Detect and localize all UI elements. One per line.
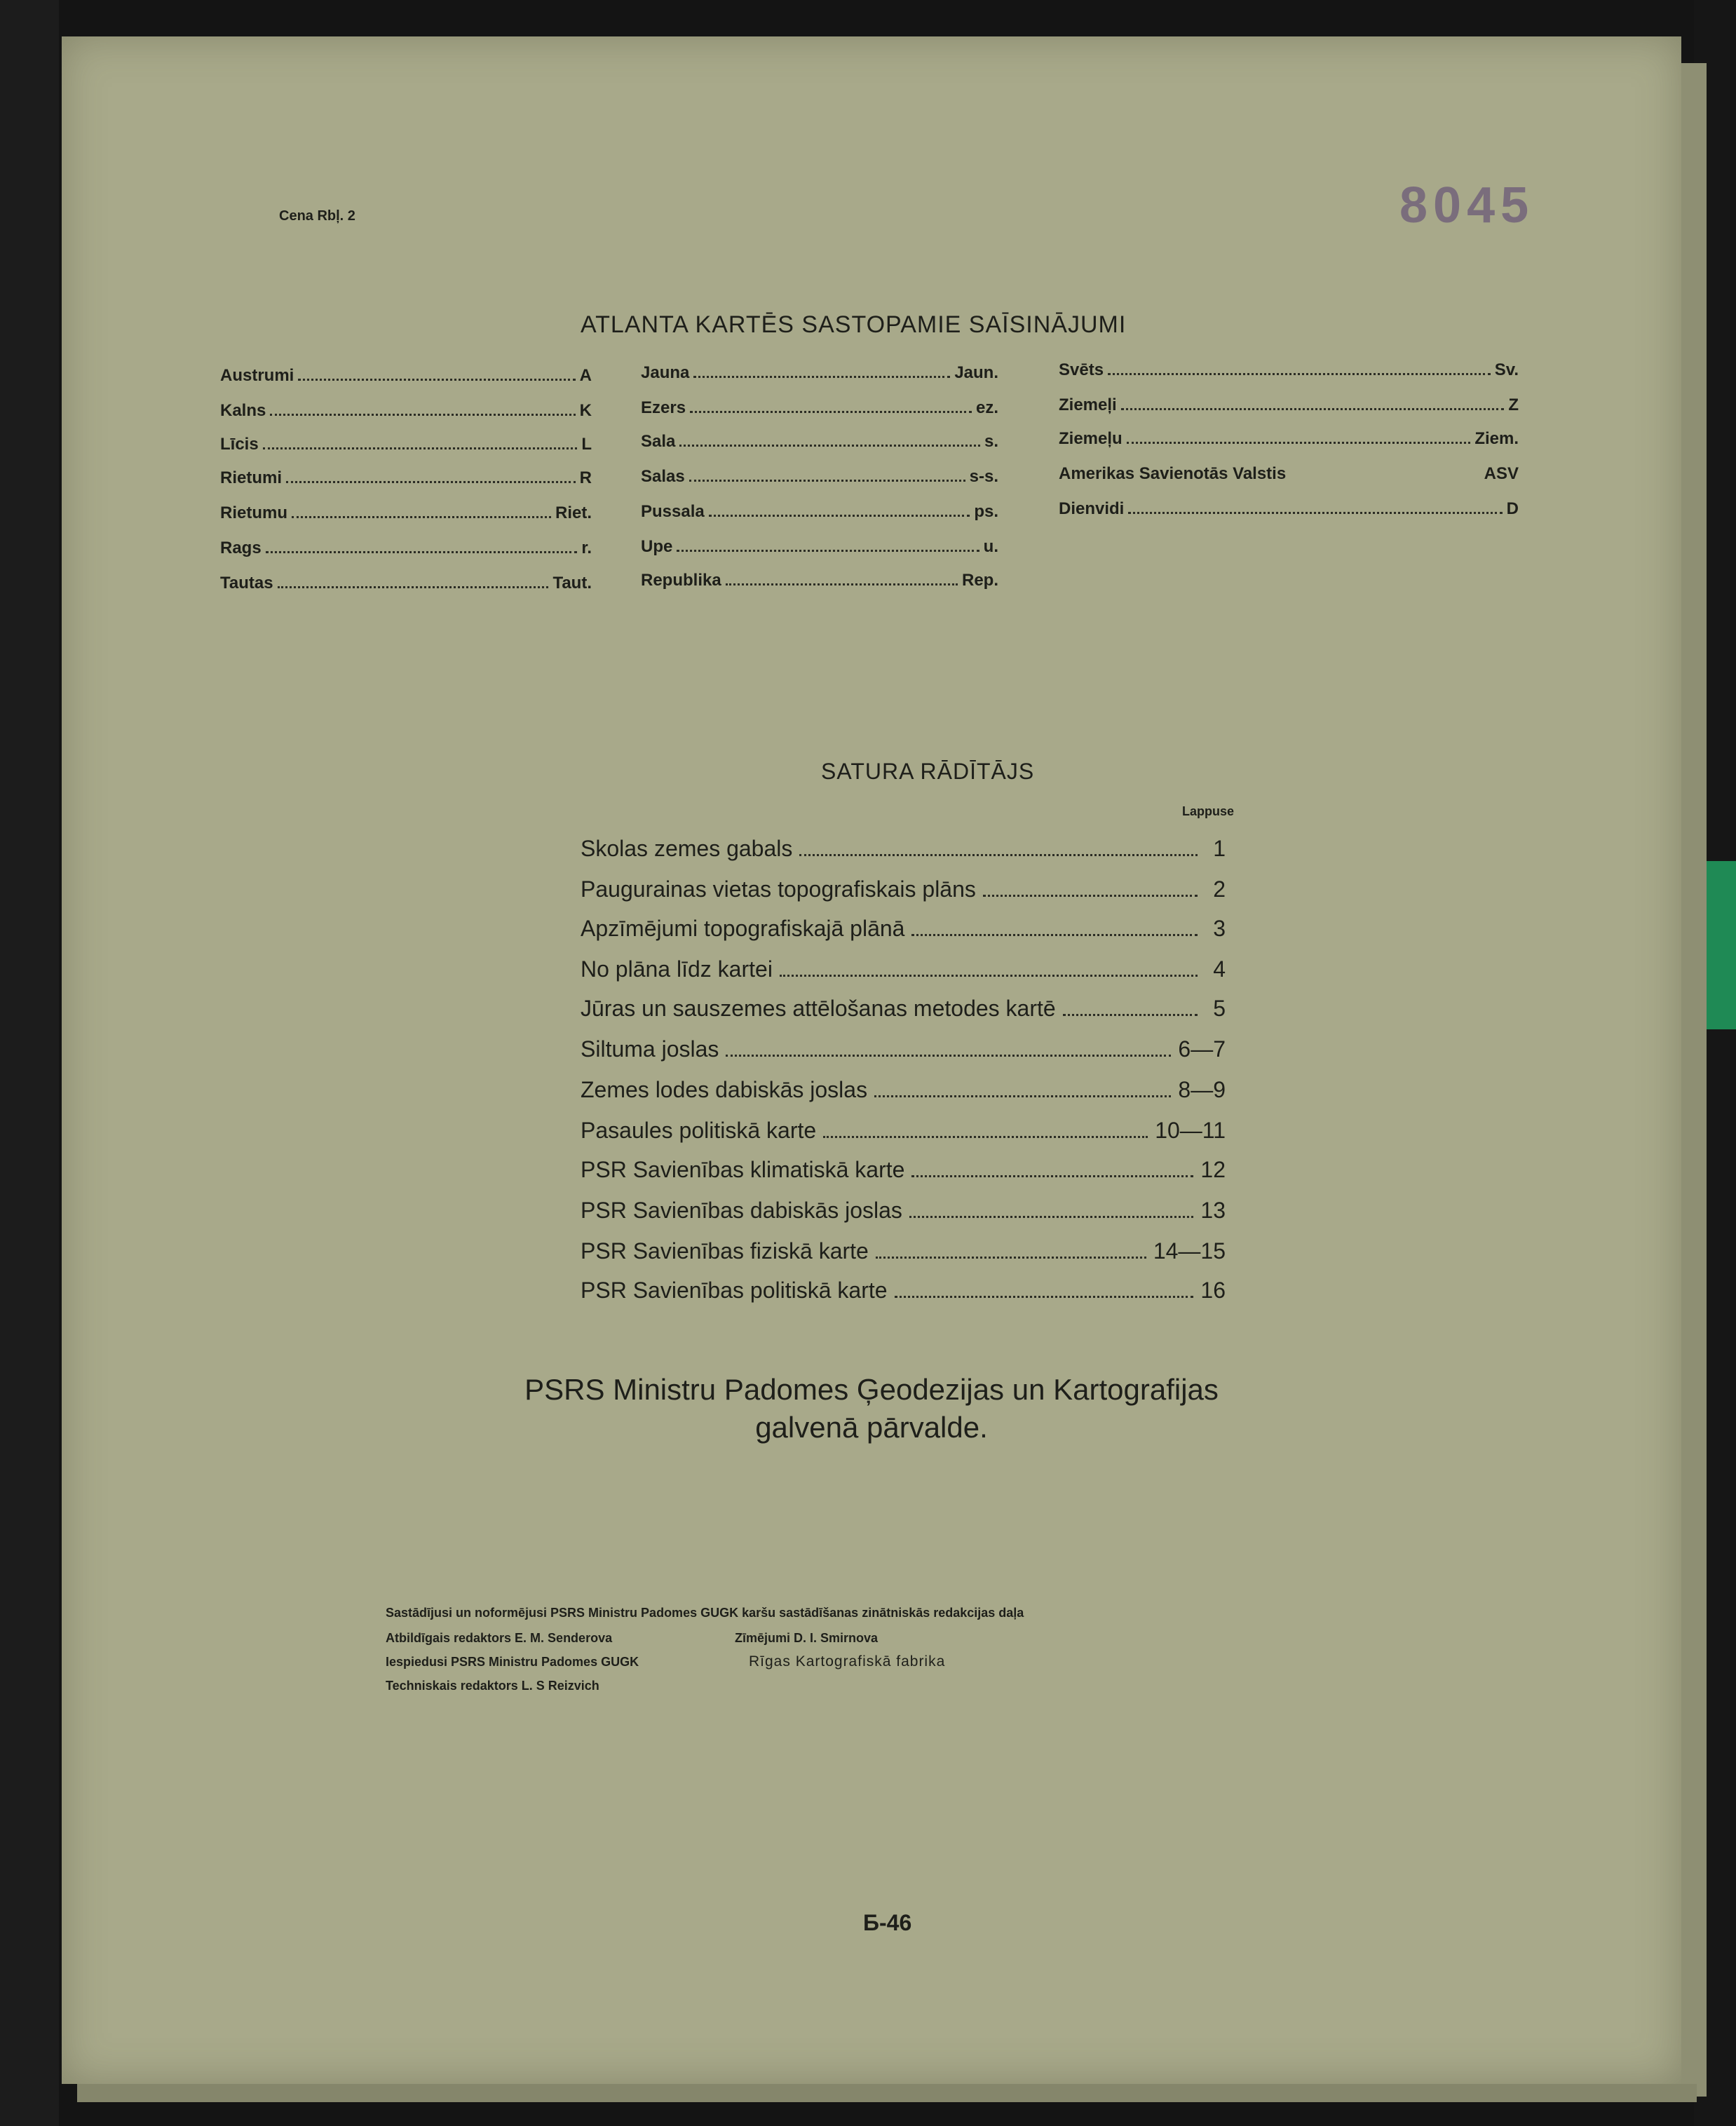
abbr-term: Amerikas Savienotās Valstis <box>1059 464 1287 483</box>
abbr-short: D <box>1506 499 1519 518</box>
abbr-term: Republika <box>641 571 721 590</box>
abbr-short: Taut. <box>552 574 592 593</box>
credits-line-1: Sastādījusi un noformējusi PSRS Ministru Padomes GUGK karšu sastādīšanas zinātniskās redakcijas daļa <box>386 1606 1024 1620</box>
toc-item <box>581 876 1226 902</box>
toc-page-header: Lappuse <box>1182 804 1235 818</box>
abbr-row <box>220 468 592 488</box>
abbr-short: Z <box>1508 395 1519 414</box>
toc-item <box>581 996 1226 1022</box>
publisher-line-2: galvenā pārvalde. <box>755 1411 988 1444</box>
toc-item-title: Siltuma joslas <box>581 1036 719 1062</box>
abbr-term: Līcis <box>220 435 259 454</box>
toc-item <box>581 1238 1226 1264</box>
toc-item-title: Jūras un sauszemes attēlošanas metodes kartē <box>581 996 1056 1021</box>
toc-item <box>581 916 1226 942</box>
toc-item-title: Skolas zemes gabals <box>581 836 793 861</box>
abbr-row <box>220 503 592 523</box>
toc-item <box>581 1157 1226 1183</box>
abbr-row <box>220 401 592 421</box>
publisher-line-1: PSRS Ministru Padomes Ģeodezijas un Kartografijas <box>524 1373 1219 1406</box>
scan-background-left <box>0 0 59 2126</box>
abbr-short: Sv. <box>1494 360 1519 379</box>
abbr-row <box>641 363 998 383</box>
abbr-short: Riet. <box>555 503 592 522</box>
abbr-term: Pussala <box>641 502 705 521</box>
toc-item <box>581 1278 1226 1304</box>
abbr-term: Tautas <box>220 574 273 593</box>
abbr-row <box>220 539 592 558</box>
abbr-term: Jauna <box>641 363 690 382</box>
abbr-short: A <box>579 366 592 385</box>
toc-item-title: PSR Savienības klimatiskā karte <box>581 1157 905 1182</box>
inventory-stamp: 8045 <box>1399 177 1535 233</box>
abbr-row <box>1059 464 1519 484</box>
abbr-term: Rietumi <box>220 468 283 487</box>
toc-item <box>581 836 1226 862</box>
abbr-row <box>641 502 998 522</box>
toc-item-title: No plāna līdz kartei <box>581 956 773 982</box>
page-edge-right <box>1681 63 1707 2097</box>
toc-item-title: PSR Savienības fiziskā karte <box>581 1238 869 1264</box>
abbr-short: s. <box>984 432 998 451</box>
credits-printed-by: Iespiedusi PSRS Ministru Padomes GUGK <box>386 1655 639 1669</box>
abbr-short: r. <box>581 539 592 557</box>
abbr-short: ps. <box>974 502 998 521</box>
toc-item-page: 1 <box>1213 836 1226 861</box>
abbr-term: Dienvidi <box>1059 499 1125 518</box>
credits-drawings: Zīmējumi D. I. Smirnova <box>735 1631 879 1645</box>
abbr-row <box>1059 429 1519 449</box>
credits-technical-editor: Techniskais redaktors L. S Reizvich <box>386 1679 599 1693</box>
abbr-short: Jaun. <box>954 363 998 382</box>
toc-item <box>581 1118 1226 1144</box>
abbr-term: Svēts <box>1059 360 1104 379</box>
toc-item-page: 14—15 <box>1153 1238 1226 1264</box>
price-label: Cena Rbļ. 2 <box>279 208 355 224</box>
toc-item-title: PSR Savienības politiskā karte <box>581 1278 888 1303</box>
abbr-term: Kalns <box>220 401 266 420</box>
abbr-row <box>220 574 592 593</box>
toc-item-page: 2 <box>1213 876 1226 902</box>
toc-item-page: 8—9 <box>1178 1077 1226 1102</box>
abbr-row <box>220 435 592 454</box>
abbr-term: Rags <box>220 539 262 557</box>
toc-item-page: 13 <box>1200 1198 1226 1223</box>
abbr-row <box>1059 499 1519 519</box>
abbr-short: Ziem. <box>1474 429 1519 448</box>
toc-item-page: 4 <box>1213 956 1226 982</box>
toc-item-page: 5 <box>1213 996 1226 1021</box>
abbr-short: K <box>579 401 592 420</box>
abbr-term: Rietumu <box>220 503 287 522</box>
abbr-row <box>220 366 592 386</box>
toc-item <box>581 1198 1226 1224</box>
print-code: Б-46 <box>863 1910 912 1935</box>
abbr-term: Upe <box>641 537 673 556</box>
abbr-short: s-s. <box>969 467 998 486</box>
abbr-short: u. <box>983 537 998 556</box>
toc-item <box>581 1077 1226 1103</box>
abbr-short: ASV <box>1484 464 1519 483</box>
toc-title: SATURA RĀDĪTĀJS <box>821 759 1035 784</box>
abbr-short: Rep. <box>961 571 998 590</box>
abbr-row <box>1059 360 1519 380</box>
page-edge-bottom <box>77 2084 1697 2102</box>
abbr-row <box>1059 395 1519 415</box>
toc-item <box>581 1036 1226 1062</box>
abbr-term: Ziemeļu <box>1059 429 1123 448</box>
abbr-row <box>641 432 998 452</box>
abbr-term: Ziemeļi <box>1059 395 1117 414</box>
toc-item-page: 6—7 <box>1178 1036 1226 1062</box>
toc-item <box>581 956 1226 982</box>
credits-editor: Atbildīgais redaktors E. M. Senderova <box>386 1631 613 1645</box>
credits-printer-stamp: Rīgas Kartografiskā fabrika <box>749 1653 946 1670</box>
abbr-row <box>641 398 998 418</box>
toc-item-title: PSR Savienības dabiskās joslas <box>581 1198 902 1223</box>
toc-item-page: 3 <box>1213 916 1226 941</box>
toc-item-title: Apzīmējumi topografiskajā plānā <box>581 916 905 941</box>
back-cover-page <box>62 36 1681 2084</box>
toc-item-page: 16 <box>1200 1278 1226 1303</box>
abbr-short: R <box>579 468 592 487</box>
toc-item-title: Paugurainas vietas topografiskais plāns <box>581 876 976 902</box>
toc-item-title: Zemes lodes dabiskās joslas <box>581 1077 868 1102</box>
abbr-term: Ezers <box>641 398 686 417</box>
toc-item-page: 10—11 <box>1155 1118 1226 1143</box>
abbr-row <box>641 467 998 487</box>
abbr-row <box>641 571 998 590</box>
abbr-short: L <box>581 435 592 454</box>
abbr-row <box>641 537 998 557</box>
toc-item-page: 12 <box>1200 1157 1226 1182</box>
abbr-term: Salas <box>641 467 685 486</box>
toc-item-title: Pasaules politiskā karte <box>581 1118 817 1143</box>
abbr-short: ez. <box>975 398 998 417</box>
abbr-term: Austrumi <box>220 366 294 385</box>
abbreviations-title: ATLANTA KARTĒS SASTOPAMIE SAĪSINĀJUMI <box>581 311 1127 338</box>
abbr-term: Sala <box>641 432 676 451</box>
